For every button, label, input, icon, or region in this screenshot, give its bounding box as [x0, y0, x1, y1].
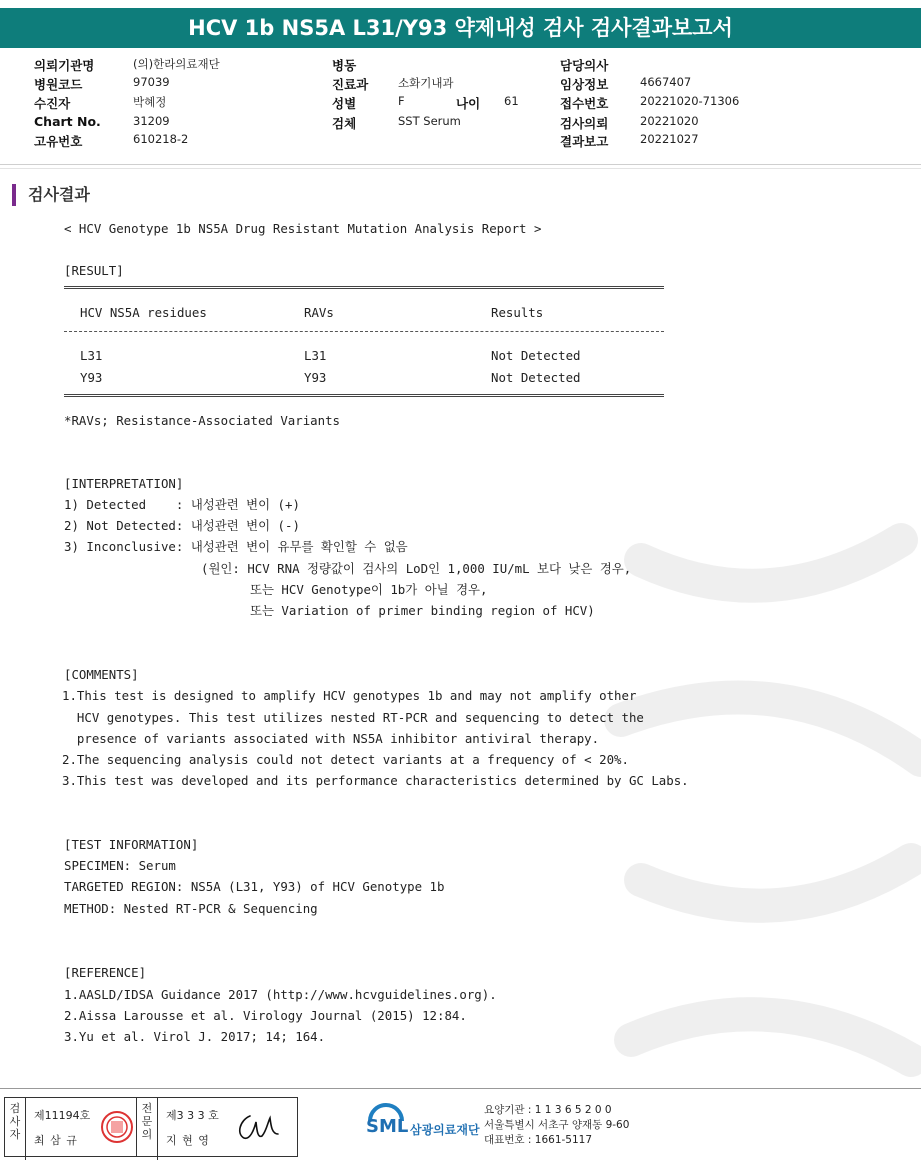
lab-phone: 대표번호 : 1661-5117 [484, 1134, 593, 1146]
table-header: HCV NS5A residues [80, 305, 207, 320]
info-row [0, 56, 921, 75]
interpretation-line: 또는 Variation of primer binding region of HCV) [250, 603, 595, 618]
info-label: 검사의뢰 [560, 116, 609, 131]
info-value: 소화기내과 [398, 76, 454, 90]
interpretation-line: 3) Inconclusive: 내성관련 변이 유무를 확인할 수 없음 [64, 539, 408, 554]
info-label: 의뢰기관명 [34, 58, 95, 73]
specialist-name: 지 현 영 [166, 1134, 210, 1147]
specialist-number: 제3 3 3 호 [166, 1109, 219, 1122]
info-value: 31209 [133, 114, 170, 128]
reference-line: 3.Yu et al. Virol J. 2017; 14; 164. [64, 1029, 326, 1044]
comment-line: HCV genotypes. This test utilizes nested RT-PCR and sequencing to detect the [62, 710, 644, 725]
seal-stamp-icon [100, 1110, 134, 1144]
info-value: 20221020 [640, 114, 699, 128]
lab-info [484, 1103, 629, 1148]
info-value: 4667407 [640, 75, 692, 89]
info-value: 20221027 [640, 132, 699, 146]
info-row [0, 114, 921, 133]
reference-line: 1.AASLD/IDSA Guidance 2017 (http://www.hcvguidelines.org). [64, 987, 497, 1002]
table-cell: L31 [80, 348, 103, 363]
rav-note: *RAVs; Resistance-Associated Variants [64, 413, 341, 428]
patient-info-block [0, 52, 921, 164]
examiner-label-text: 검사자 [9, 1102, 21, 1141]
examiner-number: 제11194호 [34, 1109, 91, 1122]
info-label: 병원코드 [34, 77, 83, 92]
info-label: 나이 [456, 96, 481, 111]
specialist-label [137, 1098, 158, 1160]
info-label: 담당의사 [560, 58, 609, 73]
info-value: 610218-2 [133, 132, 189, 146]
info-label: 병동 [332, 58, 357, 73]
lab-address: 서울특별시 서초구 양재동 9-60 [484, 1119, 630, 1131]
footer [0, 1088, 921, 1163]
table-cell: L31 [304, 348, 327, 363]
info-value: 20221020-71306 [640, 94, 740, 108]
info-label: 결과보고 [560, 134, 609, 149]
reference-label: [REFERENCE] [64, 965, 147, 980]
background-watermark-icon [581, 500, 921, 1100]
table-rule [64, 286, 664, 289]
comments-label: [COMMENTS] [64, 667, 139, 682]
info-label: 진료과 [332, 77, 369, 92]
info-value: 97039 [133, 75, 170, 89]
divider [0, 168, 921, 169]
info-row [0, 94, 921, 113]
info-label: 임상정보 [560, 77, 609, 92]
table-header: RAVs [304, 305, 334, 320]
table-cell: Not Detected [491, 348, 581, 363]
agency-code: 요양기관 : 1 1 3 6 5 2 0 0 [484, 1104, 612, 1116]
org-name: 삼광의료재단 [410, 1123, 480, 1137]
table-cell: Y93 [80, 370, 103, 385]
signature-icon [232, 1108, 282, 1146]
table-header: Results [491, 305, 544, 320]
comment-line: 2.The sequencing analysis could not detect variants at a frequency of < 20%. [62, 752, 629, 767]
comment-line: 1.This test is designed to amplify HCV genotypes 1b and may not amplify other [62, 688, 637, 703]
reference-line: 2.Aissa Larousse et al. Virology Journal (2015) 12:84. [64, 1008, 467, 1023]
test-info-line: METHOD: Nested RT-PCR & Sequencing [64, 901, 318, 916]
specialist-cell [158, 1098, 296, 1156]
result-label: [RESULT] [64, 263, 124, 278]
interpretation-line: 2) Not Detected: 내성관련 변이 (-) [64, 518, 300, 533]
examiner-name: 최 삼 규 [34, 1134, 78, 1147]
interpretation-label: [INTERPRETATION] [64, 476, 184, 491]
test-info-label: [TEST INFORMATION] [64, 837, 199, 852]
info-row [0, 75, 921, 94]
info-value: SST Serum [398, 114, 461, 128]
table-cell: Y93 [304, 370, 327, 385]
info-value: (의)한라의료재단 [133, 57, 220, 71]
comment-line: presence of variants associated with NS5A inhibitor antiviral therapy. [62, 731, 600, 746]
specialist-label-text: 전문의 [141, 1102, 153, 1141]
interpretation-line: (원인: HCV RNA 정량값이 검사의 LoD인 1,000 IU/mL 보다 낮은 경우, [201, 561, 632, 576]
info-label: 성별 [332, 96, 357, 111]
comment-line: 3.This test was developed and its performance characteristics determined by GC Labs. [62, 773, 689, 788]
interpretation-line: 1) Detected : 내성관련 변이 (+) [64, 497, 300, 512]
report-title: HCV 1b NS5A L31/Y93 약제내성 검사 검사결과보고서 [0, 8, 921, 48]
interpretation-line: 또는 HCV Genotype이 1b가 아닐 경우, [250, 582, 488, 597]
test-info-line: TARGETED REGION: NS5A (L31, Y93) of HCV Genotype 1b [64, 879, 445, 894]
divider [0, 164, 921, 165]
section-title: 검사결과 [12, 184, 90, 206]
table-cell: Not Detected [491, 370, 581, 385]
info-label: 접수번호 [560, 96, 609, 111]
examiner-cell [26, 1098, 137, 1156]
info-value: 61 [504, 94, 519, 108]
table-rule [64, 331, 664, 332]
info-label: 수진자 [34, 96, 71, 111]
info-row [0, 132, 921, 151]
info-label: 고유번호 [34, 134, 83, 149]
test-info-line: SPECIMEN: Serum [64, 858, 176, 873]
logo-text: SML [366, 1116, 409, 1137]
table-rule [64, 394, 664, 397]
info-label: Chart No. [34, 114, 101, 129]
info-label: 검체 [332, 116, 357, 131]
examiner-label [5, 1098, 26, 1160]
info-value: F [398, 94, 405, 108]
signature-box [4, 1097, 298, 1157]
report-header: < HCV Genotype 1b NS5A Drug Resistant Mutation Analysis Report > [64, 221, 542, 236]
info-value: 박혜정 [133, 95, 167, 109]
